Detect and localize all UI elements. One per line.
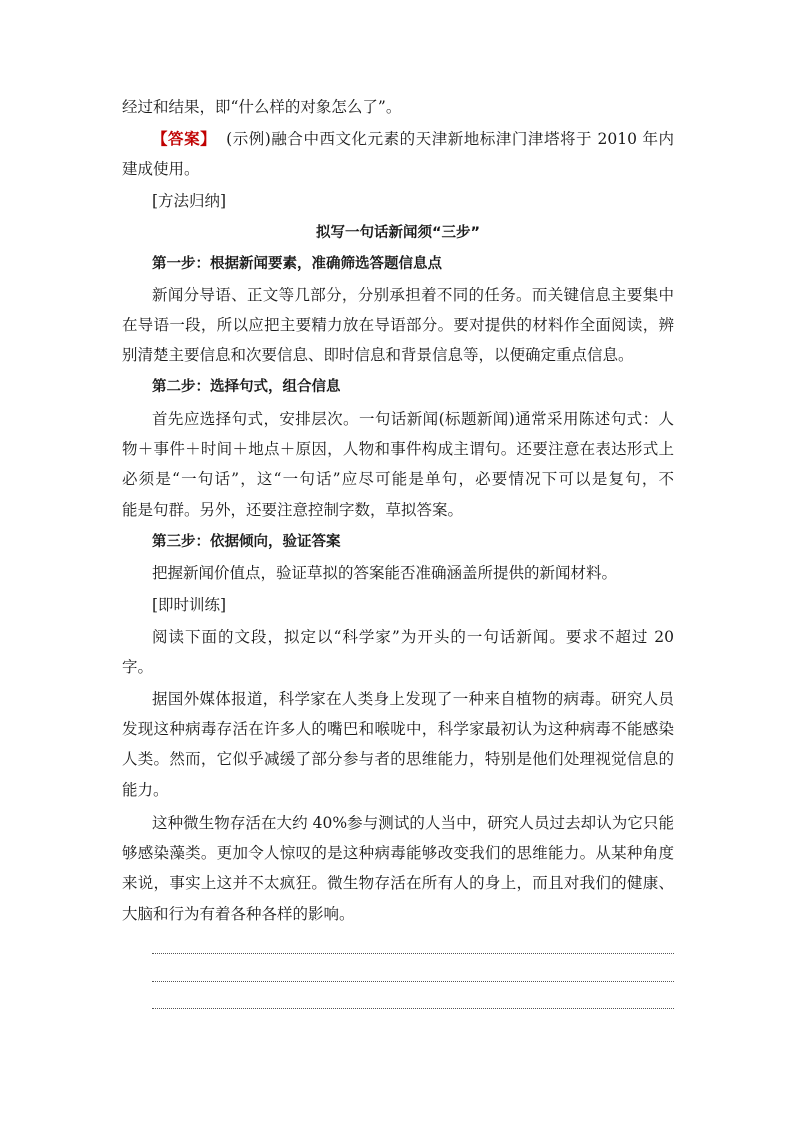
text-line: 首先应选择句式，安排层次。一句话新闻(标题新闻)通常采用陈述句式：人 xyxy=(152,410,674,428)
text-line: 建成使用。 xyxy=(122,160,200,178)
answer-line xyxy=(152,128,674,150)
text-line: 新闻分导语、正文等几部分，分别承担着不同的任务。而关键信息主要集中 xyxy=(152,286,674,304)
step-heading: 第一步：根据新闻要素，准确筛选答题信息点 xyxy=(152,256,442,272)
step-heading: 第三步：依据倾向，验证答案 xyxy=(152,534,341,550)
answer-text: (示例)融合中西文化元素的天津新地标津门津塔将于 2010 年内 xyxy=(226,130,674,148)
passage-line: 大脑和行为有着各种各样的影响。 xyxy=(122,905,355,923)
passage-line: 来说，事实上这并不太疯狂。微生物存活在所有人的身上，而且对我们的健康、 xyxy=(122,874,674,892)
passage-line: 这种微生物存活在大约 40%参与测试的人当中，研究人员过去却认为它只能 xyxy=(152,814,674,832)
text-line: 在导语一段，所以应把主要精力放在导语部分。要对提供的材料作全面阅读，辨 xyxy=(122,316,674,334)
answer-blank-line[interactable] xyxy=(152,1008,674,1009)
passage-line: 人类。然而，它似乎减缓了部分参与者的思维能力，特别是他们处理视觉信息的 xyxy=(122,750,674,768)
answer-tag: 【答案】 xyxy=(152,130,217,148)
text-line: 能是句群。另外，还要注意控制字数，草拟答案。 xyxy=(122,501,464,519)
text-line: 把握新闻价值点，验证草拟的答案能否准确涵盖所提供的新闻材料。 xyxy=(152,564,618,582)
text-line: 经过和结果，即“什么样的对象怎么了”。 xyxy=(122,98,402,116)
practice-tag: [即时训练] xyxy=(152,596,227,614)
method-tag: [方法归纳] xyxy=(152,192,227,210)
answer-blank-line[interactable] xyxy=(152,981,674,982)
text-line: 物＋事件＋时间＋地点＋原因，人物和事件构成主谓句。还要注意在表达形式上 xyxy=(122,440,674,458)
passage-line: 能力。 xyxy=(122,781,169,799)
step-heading: 第二步：选择句式，组合信息 xyxy=(152,379,341,395)
passage-line: 发现这种病毒存活在许多人的嘴巴和喉咙中，科学家最初认为这种病毒不能感染 xyxy=(122,720,674,738)
question-line: 阅读下面的文段，拟定以“科学家”为开头的一句话新闻。要求不超过 20 xyxy=(152,628,674,646)
passage-line: 够感染藻类。更加令人惊叹的是这种病毒能够改变我们的思维能力。从某种角度 xyxy=(122,844,674,862)
answer-blank-line[interactable] xyxy=(152,953,674,954)
section-title: 拟写一句话新闻须“三步” xyxy=(315,225,481,241)
passage-line: 据国外媒体报道，科学家在人类身上发现了一种来自植物的病毒。研究人员 xyxy=(152,690,674,708)
question-line: 字。 xyxy=(122,658,154,676)
text-line: 别清楚主要信息和次要信息、即时信息和背景信息等，以便确定重点信息。 xyxy=(122,346,634,364)
text-line: 必须是“一句话”，这“一句话”应尽可能是单句，必要情况下可以是复句，不 xyxy=(122,470,674,488)
